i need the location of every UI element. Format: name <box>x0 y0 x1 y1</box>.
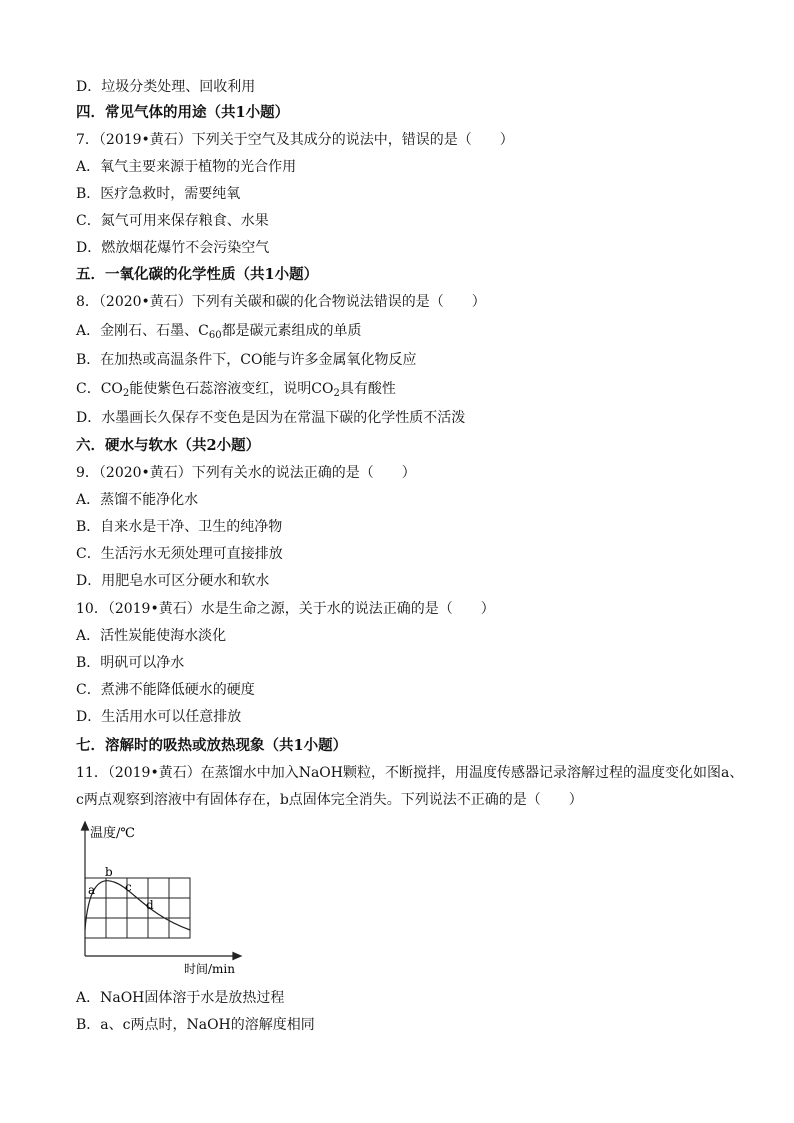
text-line <box>76 409 465 427</box>
point-label-a: a <box>88 883 96 897</box>
line-text: A．活性炭能使海水淡化 <box>76 628 227 644</box>
line-text: B．自来水是干净、卫生的纯净物 <box>76 519 283 535</box>
line-text: 11．（2019•黄石）在蒸馏水中加入NaOH颗粒，不断搅拌，用温度传感器记录溶解过程的温度变化如图a、 <box>76 765 744 781</box>
text-line <box>76 627 226 645</box>
text-line <box>76 491 198 509</box>
line-text: 具有酸性 <box>339 381 396 397</box>
text-line <box>76 185 240 203</box>
line-text: A．氧气主要来源于植物的光合作用 <box>76 159 297 175</box>
line-text: A．蒸馏不能净化水 <box>76 492 199 508</box>
line-text: D．水墨画长久保存不变色是因为在常温下碳的化学性质不活泼 <box>76 410 466 426</box>
line-text: D．生活用水可以任意排放 <box>76 709 242 725</box>
text-line <box>76 322 362 340</box>
x-axis-label: 时间/min <box>184 962 235 976</box>
line-text: 四．常见气体的用途（共1小题） <box>76 104 290 121</box>
section-heading <box>76 104 289 122</box>
line-text: D．燃放烟花爆竹不会污染空气 <box>76 240 270 256</box>
text-line <box>76 158 296 176</box>
temperature-curve <box>85 881 190 930</box>
text-line <box>76 764 743 782</box>
line-text: A．金刚石、石墨、C <box>76 323 209 339</box>
line-text: C．氮气可用来保存粮食、水果 <box>76 213 269 229</box>
text-line <box>76 212 269 230</box>
line-text: B．在加热或高温条件下，CO能与许多金属氧化物反应 <box>76 352 417 368</box>
point-label-b: b <box>105 865 113 879</box>
line-text: C．生活污水无须处理可直接排放 <box>76 546 283 562</box>
line-text: C．煮沸不能降低硬水的硬度 <box>76 682 255 698</box>
text-line <box>76 791 583 809</box>
text-line <box>76 78 255 96</box>
y-axis-label: 温度/℃ <box>90 826 135 841</box>
text-line <box>76 1016 315 1034</box>
graph-grid <box>85 878 190 938</box>
y-axis-arrow <box>82 822 89 830</box>
subscript: 2 <box>122 388 130 399</box>
point-label-d: d <box>146 898 154 912</box>
text-line <box>76 545 283 563</box>
line-text: 8．（2020•黄石）下列有关碳和碳的化合物说法错误的是（ ） <box>76 294 486 310</box>
subscript: 2 <box>333 388 340 399</box>
line-text: 7．（2019•黄石）下列关于空气及其成分的说法中，错误的是（ ） <box>76 132 514 148</box>
text-line <box>76 351 416 369</box>
text-line <box>76 572 269 590</box>
text-line <box>76 131 514 149</box>
line-text: D．垃圾分类处理、回收利用 <box>76 79 256 95</box>
line-text: B．a、c两点时，NaOH的溶解度相同 <box>76 1017 315 1033</box>
line-text: 六．硬水与软水（共2小题） <box>76 437 261 454</box>
x-axis-arrow <box>233 953 241 960</box>
line-text: C．CO <box>76 381 123 397</box>
text-line <box>76 681 255 699</box>
line-text: B．医疗急救时，需要纯氧 <box>76 186 241 202</box>
text-line <box>76 239 269 257</box>
text-line <box>76 464 416 482</box>
line-text: 能使紫色石蕊溶液变红，说明CO <box>129 381 334 397</box>
line-text: 五．一氧化碳的化学性质（共1小题） <box>76 266 319 283</box>
subscript: 60 <box>208 330 222 341</box>
section-heading <box>76 266 318 284</box>
point-label-c: c <box>125 880 132 894</box>
line-text: D．用肥皂水可区分硬水和软水 <box>76 573 270 589</box>
text-line <box>76 380 396 398</box>
temperature-time-graph <box>74 820 254 980</box>
line-text: A．NaOH固体溶于水是放热过程 <box>76 990 285 1006</box>
section-heading <box>76 437 260 455</box>
line-text: c两点观察到溶液中有固体存在，b点固体完全消失。下列说法不正确的是（ ） <box>76 792 583 808</box>
line-text: 10．（2019•黄石）水是生命之源，关于水的说法正确的是（ ） <box>76 601 495 617</box>
line-text: 9．（2020•黄石）下列有关水的说法正确的是（ ） <box>76 465 416 481</box>
text-line <box>76 708 241 726</box>
section-heading <box>76 737 347 755</box>
text-line <box>76 600 495 618</box>
line-text: B．明矾可以净水 <box>76 655 185 671</box>
text-line <box>76 518 282 536</box>
text-line <box>76 293 486 311</box>
text-line <box>76 989 284 1007</box>
line-text: 都是碳元素组成的单质 <box>221 323 362 339</box>
line-text: 七．溶解时的吸热或放热现象（共1小题） <box>76 737 348 754</box>
text-line <box>76 654 184 672</box>
